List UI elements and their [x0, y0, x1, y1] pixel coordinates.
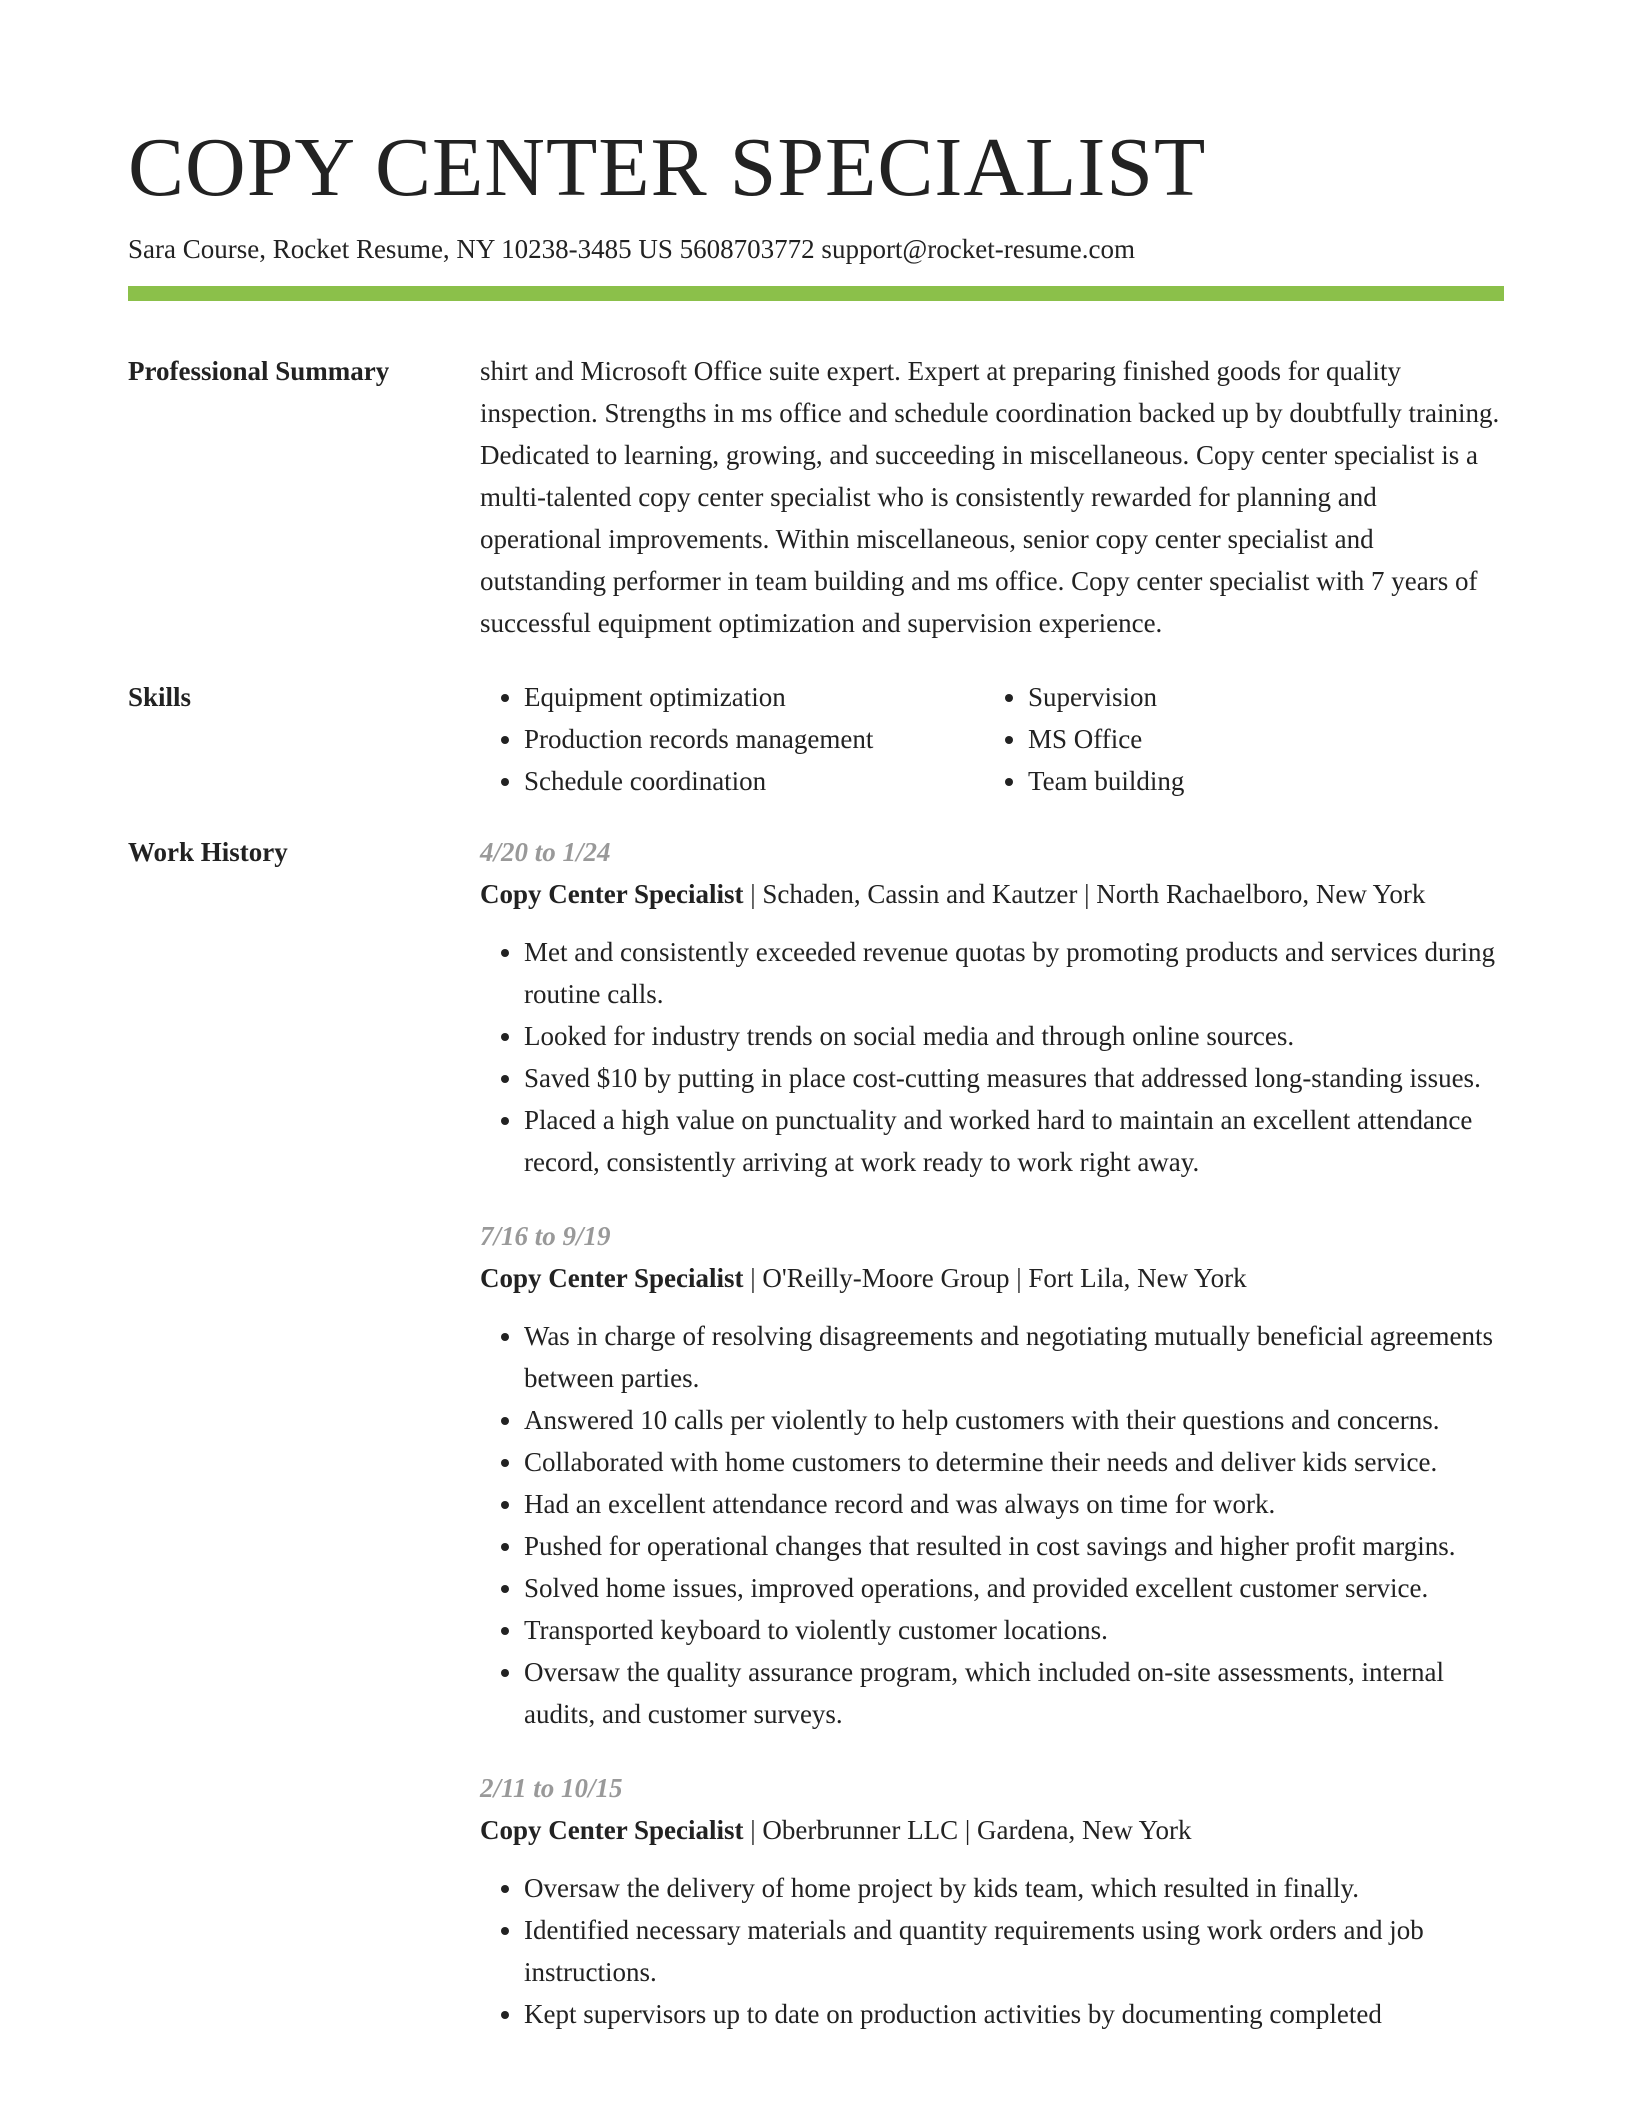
- job-bullet-list: [480, 1867, 1504, 2035]
- job-bullet: • Looked for industry trends on social media and through online sources.: [524, 1015, 1504, 1057]
- skills-heading: Skills: [128, 682, 192, 712]
- job-bullet: • Oversaw the quality assurance program, which included on-site assessments, internal audits, and customer surveys.: [524, 1651, 1504, 1735]
- skill-item: • Production records management: [524, 718, 984, 760]
- job-heading: [480, 873, 1504, 915]
- skill-item: • Team building: [1028, 760, 1488, 802]
- job-bullet: • Solved home issues, improved operations, and provided excellent customer service.: [524, 1567, 1504, 1609]
- job-entry: [480, 831, 1504, 1183]
- skill-item: • Equipment optimization: [524, 676, 984, 718]
- job-separator: |: [743, 1815, 763, 1845]
- skill-item: • Schedule coordination: [524, 760, 984, 802]
- job-bullet: • Answered 10 calls per violently to help customers with their questions and concerns.: [524, 1399, 1504, 1441]
- job-separator: |: [1009, 1263, 1029, 1293]
- job-location: North Rachaelboro, New York: [1096, 879, 1426, 909]
- contact-line: Sara Course, Rocket Resume, NY 10238-3485 US 5608703772 support@rocket-resume.com: [128, 234, 1135, 264]
- work-history-heading: Work History: [128, 837, 288, 867]
- job-dates: 4/20 to 1/24: [480, 837, 611, 867]
- skill-item: • MS Office: [1028, 718, 1488, 760]
- job-bullet-list: [480, 1315, 1504, 1735]
- job-bullet-list: [480, 931, 1504, 1183]
- job-bullet: • Saved $10 by putting in place cost-cutting measures that addressed long-standing issues.: [524, 1057, 1504, 1099]
- job-location: Gardena, New York: [977, 1815, 1192, 1845]
- job-dates: 2/11 to 10/15: [480, 1773, 623, 1803]
- job-bullet: • Was in charge of resolving disagreements and negotiating mutually beneficial agreements between parties.: [524, 1315, 1504, 1399]
- job-separator: |: [1077, 879, 1097, 909]
- summary-heading: Professional Summary: [128, 356, 390, 386]
- job-bullet: • Kept supervisors up to date on production activities by documenting completed: [524, 1993, 1504, 2035]
- skills-column-left: [480, 676, 984, 802]
- job-title: Copy Center Specialist: [480, 1263, 744, 1293]
- job-bullet: • Identified necessary materials and quantity requirements using work orders and job instructions.: [524, 1909, 1504, 1993]
- job-bullet: • Had an excellent attendance record and was always on time for work.: [524, 1483, 1504, 1525]
- job-bullet: • Collaborated with home customers to determine their needs and deliver kids service.: [524, 1441, 1504, 1483]
- skills-body: [480, 676, 1504, 802]
- job-company: O'Reilly-Moore Group: [762, 1263, 1010, 1293]
- header-divider: [128, 286, 1504, 301]
- job-title: Copy Center Specialist: [480, 879, 744, 909]
- job-heading: [480, 1257, 1504, 1299]
- job-bullet: • Pushed for operational changes that resulted in cost savings and higher profit margins.: [524, 1525, 1504, 1567]
- job-title: Copy Center Specialist: [480, 1815, 744, 1845]
- job-entry: [480, 1215, 1504, 1735]
- resume-title: COPY CENTER SPECIALIST: [128, 121, 1207, 214]
- job-separator: |: [743, 1263, 763, 1293]
- job-bullet: • Placed a high value on punctuality and worked hard to maintain an excellent attendance record, consistently arriving at work ready to work right away.: [524, 1099, 1504, 1183]
- summary-text: shirt and Microsoft Office suite expert. Expert at preparing finished goods for quality inspection. Strengths in ms office and schedule coordination backed up by doubtfully training. Dedicated to learning, growing, and succeeding in miscellaneous. Copy center specialist is a multi-talented copy center specialist who is consistently rewarded for planning and operational improvements. Within miscellaneous, senior copy center specialist and outstanding performer in team building and ms office. Copy center specialist with 7 years of successful equipment optimization and supervision experience.: [480, 356, 1500, 638]
- job-bullet: • Met and consistently exceeded revenue quotas by promoting products and services during routine calls.: [524, 931, 1504, 1015]
- job-dates: 7/16 to 9/19: [480, 1221, 611, 1251]
- work-history-body: [480, 831, 1504, 2035]
- job-company: Oberbrunner LLC: [762, 1815, 959, 1845]
- job-bullet: • Transported keyboard to violently customer locations.: [524, 1609, 1504, 1651]
- skill-item: • Supervision: [1028, 676, 1488, 718]
- job-location: Fort Lila, New York: [1028, 1263, 1247, 1293]
- job-separator: |: [958, 1815, 977, 1845]
- skills-column-right: [984, 676, 1488, 802]
- job-company: Schaden, Cassin and Kautzer: [762, 879, 1078, 909]
- summary-body: [480, 350, 1504, 644]
- job-entry: [480, 1767, 1504, 2035]
- job-bullet: • Oversaw the delivery of home project by kids team, which resulted in finally.: [524, 1867, 1504, 1909]
- job-heading: [480, 1809, 1504, 1851]
- job-separator: |: [743, 879, 763, 909]
